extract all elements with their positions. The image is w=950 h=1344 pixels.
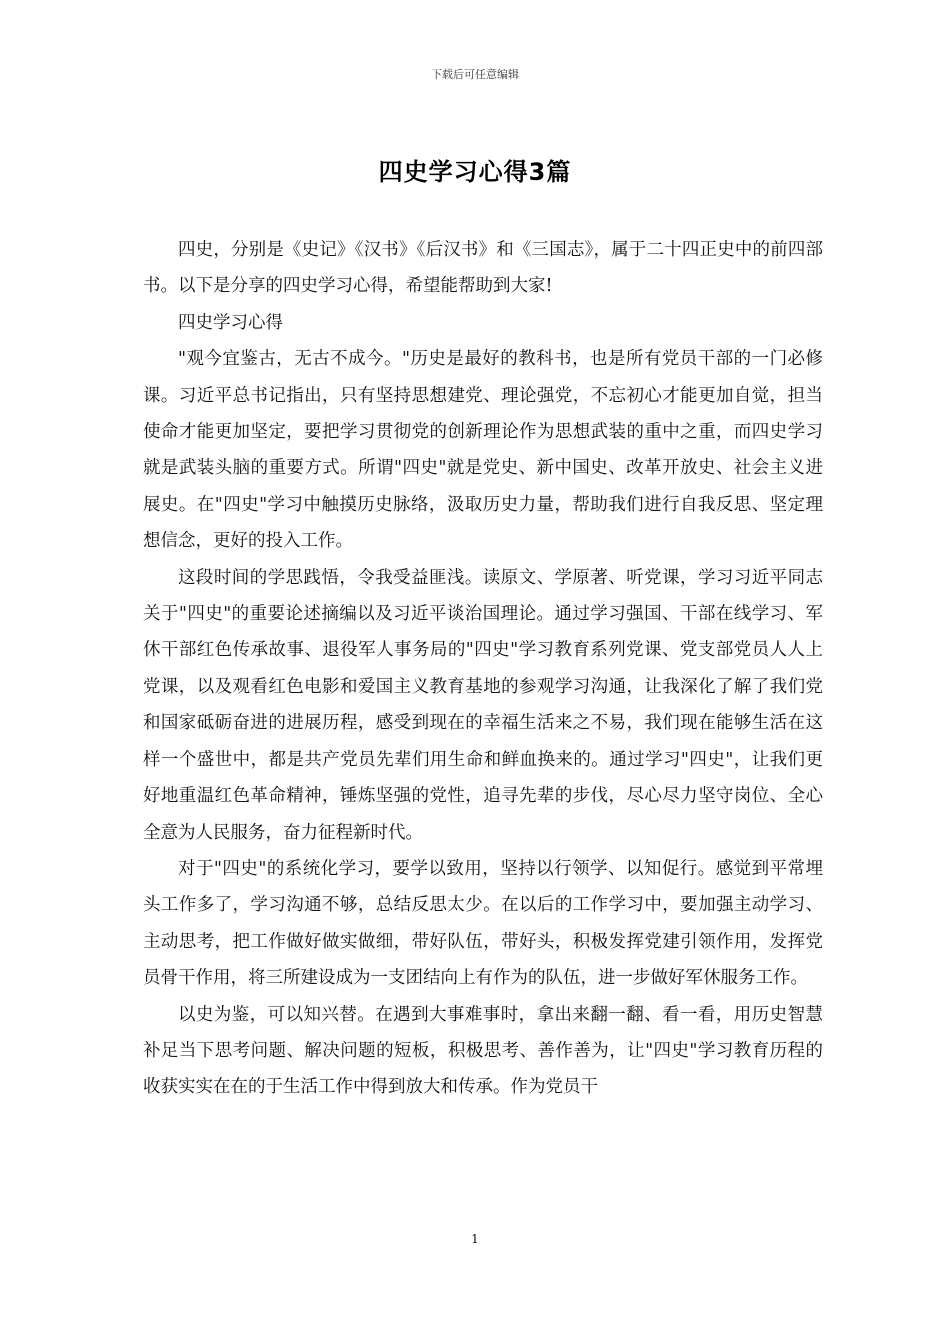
body-paragraph: 对于"四史"的系统化学习，要学以致用，坚持以行领学、以知促行。感觉到平常埋头工作多了，学习沟通不够，总结反思太少。在以后的工作学习中，要加强主动学习、主动思考，把工作做好做实做细，带好队伍，带好头，积极发挥党建引领作用，发挥党员骨干作用，将三所建设成为一支团结向上有作为的队伍，进一步做好军休服务工作。 [143, 858, 823, 989]
body-paragraph: "观今宜鉴古，无古不成今。"历史是最好的教科书，也是所有党员干部的一门必修课。习近平总书记指出，只有坚持思想建党、理论强党，不忘初心才能更加自觉，担当使命才能更加坚定，要把学习贯彻党的创新理论作为思想武装的重中之重，而四史学习就是武装头脑的重要方式。所谓"四史"就是党史、新中国史、改革开放史、社会主义进展史。在"四史"学习中触摸历史脉络，汲取历史力量，帮助我们进行自我反思、坚定理想信念，更好的投入工作。 [143, 349, 823, 552]
document-title: 四史学习心得3篇 [378, 158, 572, 186]
intro-paragraph: 四史，分别是《史记》《汉书》《后汉书》和《三国志》，属于二十四正史中的前四部书。以下是分享的四史学习心得，希望能帮助到大家! [143, 240, 823, 297]
page-number: 1 [471, 1232, 479, 1246]
body-paragraph: 这段时间的学思践悟，令我受益匪浅。读原文、学原著、听党课，学习习近平同志关于"四史"的重要论述摘编以及习近平谈治国理论。通过学习强国、干部在线学习、军休干部红色传承故事、退役军人事务局的"四史"学习教育系列党课、党支部党员人人上党课，以及观看红色电影和爱国主义教育基地的参观学习沟通，让我深化了解了我们党和国家砥砺奋进的进展历程，感受到现在的幸福生活来之不易，我们现在能够生活在这样一个盛世中，都是共产党员先辈们用生命和鲜血换来的。通过学习"四史"，让我们更好地重温红色革命精神，锤炼坚强的党性，追寻先辈的步伐，尽心尽力坚守岗位、全心全意为人民服务，奋力征程新时代。 [143, 567, 823, 843]
document-body [143, 232, 823, 1106]
page-header-note: 下载后可任意编辑 [431, 68, 519, 81]
section-heading: 四史学习心得 [178, 312, 283, 333]
body-paragraph: 以史为鉴，可以知兴替。在遇到大事难事时，拿出来翻一翻、看一看，用历史智慧补足当下思考问题、解决问题的短板，积极思考、善作善为，让"四史"学习教育历程的收获实实在在的于生活工作中得到放大和传承。作为党员干 [143, 1004, 823, 1098]
